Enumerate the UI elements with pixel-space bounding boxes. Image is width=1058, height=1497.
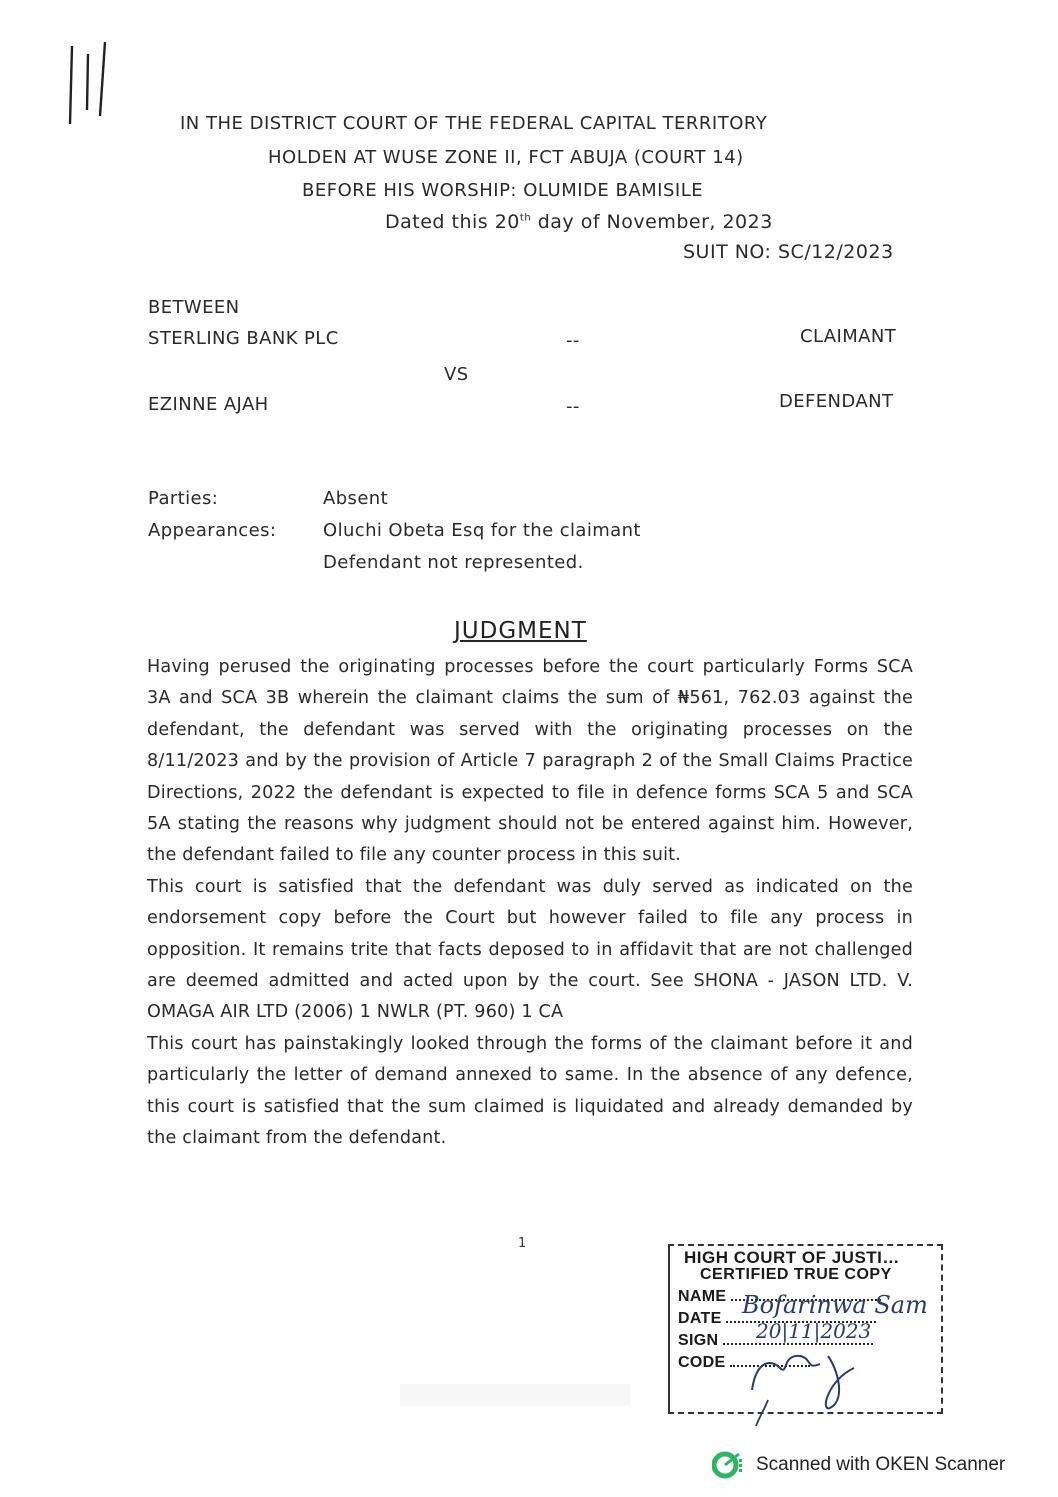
judgment-title: JUDGMENT: [454, 618, 587, 644]
stamp-sign-row: [678, 1332, 933, 1350]
claimant-role: CLAIMANT: [800, 326, 897, 347]
page-number: 1: [518, 1236, 527, 1251]
stamp-code-dots: [730, 1355, 810, 1367]
date-prefix: Dated this 20: [385, 211, 520, 233]
stamp-court-line: HIGH COURT OF JUSTI…: [684, 1248, 900, 1267]
handwritten-tally-mark: [58, 40, 118, 130]
scanner-watermark-text: Scanned with OKEN Scanner: [756, 1454, 1006, 1475]
defendant-dash: --: [566, 396, 580, 417]
appearance-defendant: Defendant not represented.: [323, 552, 584, 573]
claimant-name: STERLING BANK PLC: [148, 328, 339, 349]
suit-number: SUIT NO: SC/12/2023: [683, 241, 894, 263]
handwritten-name: Bofarinwa Sam: [742, 1291, 928, 1319]
date-suffix: day of November, 2023: [531, 211, 773, 233]
defendant-name: EZINNE AJAH: [148, 394, 269, 415]
stamp-name-row: [678, 1288, 933, 1306]
stamp-date-row: [678, 1310, 933, 1328]
scanner-watermark: [712, 1450, 1005, 1480]
oken-scanner-logo-icon: [712, 1450, 746, 1480]
court-name-heading: IN THE DISTRICT COURT OF THE FEDERAL CAPITAL TERRITORY: [180, 113, 768, 134]
stamp-date-dots: [726, 1311, 876, 1323]
stamp-sign-label: SIGN: [678, 1332, 719, 1349]
judgment-paragraph: Having perused the originating processes before the court particularly Forms SCA 3A and SCA 3B wherein the claimant claims the sum of ₦561, 762.03 against the defendant, the defendant was served with the originating processes on the 8/11/2023 and by the provision of Article 7 paragraph 2 of the Small Claims Practice Directions, 2022 the defendant is expected to file in defence forms SCA 5 and SCA 5A stating the reasons why judgment should not be entered against him. However, the defendant failed to file any counter process in this suit.: [147, 657, 913, 866]
handwritten-date: 20|11|2023: [756, 1319, 872, 1343]
judgment-paragraph: This court is satisfied that the defendant was duly served as indicated on the endorsement copy before the Court but however failed to file any process in opposition. It remains trite that facts deposed to in affidavit that are not challenged are deemed admitted and acted upon by the court. See SHONA - JASON LTD. V. OMAGA AIR LTD (2006) 1 NWLR (PT. 960) 1 CA: [147, 876, 913, 1023]
stamp-date-label: DATE: [678, 1310, 722, 1327]
judge-heading: BEFORE HIS WORSHIP: OLUMIDE BAMISILE: [302, 180, 704, 201]
between-label: BETWEEN: [148, 297, 240, 318]
faint-bleed-through: [400, 1384, 630, 1406]
judgment-body: [147, 652, 913, 1155]
judgment-paragraph: This court has painstakingly looked through the forms of the claimant before it and particularly the letter of demand annexed to same. In the absence of any defence, this court is satisfied that the sum claimed is liquidated and already demanded by the claimant from the defendant.: [147, 1033, 913, 1149]
parties-value: Absent: [323, 488, 389, 509]
stamp-code-row: [678, 1354, 933, 1372]
appearance-claimant: Oluchi Obeta Esq for the claimant: [323, 520, 641, 541]
claimant-dash: --: [566, 330, 580, 351]
versus-label: VS: [444, 364, 469, 385]
appearances-label: Appearances:: [148, 520, 277, 541]
defendant-role: DEFENDANT: [779, 391, 894, 412]
parties-label: Parties:: [148, 488, 219, 509]
certified-true-copy-stamp: [668, 1244, 943, 1414]
stamp-name-dots: [731, 1289, 881, 1301]
stamp-name-label: NAME: [678, 1288, 727, 1305]
stamp-sign-dots: [723, 1333, 873, 1345]
stamp-code-label: CODE: [678, 1354, 726, 1371]
court-location-heading: HOLDEN AT WUSE ZONE II, FCT ABUJA (COURT 14): [268, 147, 744, 168]
stamp-certified-line: CERTIFIED TRUE COPY: [700, 1266, 892, 1283]
date-ordinal: th: [519, 212, 532, 224]
date-line: [385, 211, 773, 233]
